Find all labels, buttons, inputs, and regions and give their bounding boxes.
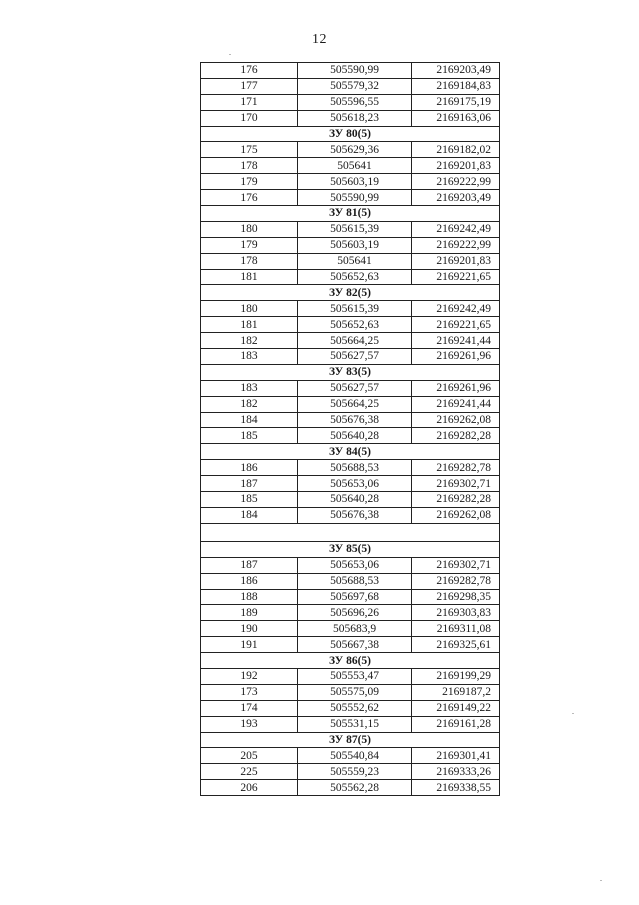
x-coordinate-cell: 505664,25	[298, 333, 412, 349]
point-number-cell: 180	[201, 221, 298, 237]
point-number-cell: 176	[201, 63, 298, 79]
y-coordinate-cell: 2169301,41	[412, 748, 500, 764]
section-header-row	[201, 364, 500, 380]
y-coordinate-cell: 2169241,44	[412, 333, 500, 349]
section-title: ЗУ 84(5)	[201, 444, 500, 460]
x-coordinate-cell: 505652,63	[298, 317, 412, 333]
point-number-cell: 177	[201, 78, 298, 94]
table-row	[201, 301, 500, 317]
x-coordinate-cell: 505641	[298, 158, 412, 174]
table-row	[201, 158, 500, 174]
table-row	[201, 716, 500, 732]
y-coordinate-cell: 2169262,08	[412, 412, 500, 428]
point-number-cell: 181	[201, 317, 298, 333]
table-row	[201, 460, 500, 476]
x-coordinate-cell: 505683,9	[298, 621, 412, 637]
point-number-cell: 170	[201, 110, 298, 126]
y-coordinate-cell: 2169187,2	[412, 684, 500, 700]
point-number-cell: 179	[201, 174, 298, 190]
y-coordinate-cell: 2169199,29	[412, 668, 500, 684]
section-header-row	[201, 653, 500, 669]
x-coordinate-cell: 505531,15	[298, 716, 412, 732]
point-number-cell: 178	[201, 253, 298, 269]
y-coordinate-cell: 2169282,28	[412, 428, 500, 444]
x-coordinate-cell: 505688,53	[298, 573, 412, 589]
point-number-cell: 191	[201, 637, 298, 653]
table-row	[201, 253, 500, 269]
table-row	[201, 589, 500, 605]
point-number-cell: 176	[201, 190, 298, 206]
y-coordinate-cell: 2169241,44	[412, 396, 500, 412]
table-row	[201, 63, 500, 79]
point-number-cell: 180	[201, 301, 298, 317]
section-header-row	[201, 732, 500, 748]
table-row	[201, 269, 500, 285]
y-coordinate-cell: 2169221,65	[412, 269, 500, 285]
x-coordinate-cell: 505618,23	[298, 110, 412, 126]
y-coordinate-cell: 2169221,65	[412, 317, 500, 333]
y-coordinate-cell: 2169222,99	[412, 174, 500, 190]
table-row	[201, 174, 500, 190]
coordinates-table	[200, 62, 500, 796]
scan-speck	[572, 713, 574, 714]
point-number-cell: 192	[201, 668, 298, 684]
y-coordinate-cell: 2169175,19	[412, 94, 500, 110]
x-coordinate-cell: 505562,28	[298, 780, 412, 796]
y-coordinate-cell: 2169282,78	[412, 573, 500, 589]
table-row	[201, 78, 500, 94]
table-row	[201, 110, 500, 126]
y-coordinate-cell: 2169333,26	[412, 764, 500, 780]
x-coordinate-cell: 505640,28	[298, 492, 412, 508]
x-coordinate-cell: 505590,99	[298, 63, 412, 79]
point-number-cell: 183	[201, 380, 298, 396]
y-coordinate-cell: 2169203,49	[412, 190, 500, 206]
table-row	[201, 748, 500, 764]
table-row	[201, 428, 500, 444]
section-title: ЗУ 82(5)	[201, 285, 500, 301]
y-coordinate-cell: 2169161,28	[412, 716, 500, 732]
x-coordinate-cell: 505552,62	[298, 700, 412, 716]
point-number-cell: 205	[201, 748, 298, 764]
x-coordinate-cell: 505590,99	[298, 190, 412, 206]
point-number-cell: 174	[201, 700, 298, 716]
point-number-cell: 184	[201, 507, 298, 523]
point-number-cell: 187	[201, 557, 298, 573]
point-number-cell: 171	[201, 94, 298, 110]
point-number-cell: 185	[201, 492, 298, 508]
table-row	[201, 764, 500, 780]
scan-speck	[600, 880, 602, 881]
point-number-cell: 178	[201, 158, 298, 174]
section-title: ЗУ 87(5)	[201, 732, 500, 748]
empty-row	[201, 523, 500, 541]
y-coordinate-cell: 2169282,78	[412, 460, 500, 476]
table-row	[201, 507, 500, 523]
section-header-row	[201, 206, 500, 222]
x-coordinate-cell: 505553,47	[298, 668, 412, 684]
x-coordinate-cell: 505579,32	[298, 78, 412, 94]
y-coordinate-cell: 2169201,83	[412, 158, 500, 174]
table-row	[201, 221, 500, 237]
table-row	[201, 492, 500, 508]
table-row	[201, 684, 500, 700]
point-number-cell: 181	[201, 269, 298, 285]
table-row	[201, 412, 500, 428]
section-header-row	[201, 126, 500, 142]
y-coordinate-cell: 2169149,22	[412, 700, 500, 716]
x-coordinate-cell: 505697,68	[298, 589, 412, 605]
point-number-cell: 188	[201, 589, 298, 605]
y-coordinate-cell: 2169163,06	[412, 110, 500, 126]
table-row	[201, 780, 500, 796]
section-title: ЗУ 86(5)	[201, 653, 500, 669]
point-number-cell: 182	[201, 396, 298, 412]
table-row	[201, 94, 500, 110]
y-coordinate-cell: 2169201,83	[412, 253, 500, 269]
point-number-cell: 187	[201, 476, 298, 492]
section-header-row	[201, 285, 500, 301]
x-coordinate-cell: 505596,55	[298, 94, 412, 110]
x-coordinate-cell: 505603,19	[298, 237, 412, 253]
section-header-row	[201, 541, 500, 557]
point-number-cell: 186	[201, 460, 298, 476]
table-row	[201, 621, 500, 637]
x-coordinate-cell: 505540,84	[298, 748, 412, 764]
point-number-cell: 185	[201, 428, 298, 444]
x-coordinate-cell: 505653,06	[298, 476, 412, 492]
x-coordinate-cell: 505575,09	[298, 684, 412, 700]
y-coordinate-cell: 2169298,35	[412, 589, 500, 605]
y-coordinate-cell: 2169203,49	[412, 63, 500, 79]
x-coordinate-cell: 505667,38	[298, 637, 412, 653]
x-coordinate-cell: 505627,57	[298, 349, 412, 365]
section-title: ЗУ 80(5)	[201, 126, 500, 142]
section-title: ЗУ 85(5)	[201, 541, 500, 557]
page-number: 12	[312, 32, 327, 47]
x-coordinate-cell: 505640,28	[298, 428, 412, 444]
table-row	[201, 557, 500, 573]
table-row	[201, 476, 500, 492]
y-coordinate-cell: 2169242,49	[412, 301, 500, 317]
section-title: ЗУ 83(5)	[201, 364, 500, 380]
y-coordinate-cell: 2169303,83	[412, 605, 500, 621]
section-header-row	[201, 444, 500, 460]
x-coordinate-cell: 505652,63	[298, 269, 412, 285]
x-coordinate-cell: 505627,57	[298, 380, 412, 396]
point-number-cell: 206	[201, 780, 298, 796]
y-coordinate-cell: 2169311,08	[412, 621, 500, 637]
y-coordinate-cell: 2169184,83	[412, 78, 500, 94]
x-coordinate-cell: 505641	[298, 253, 412, 269]
coordinates-table-body	[201, 63, 500, 796]
x-coordinate-cell: 505676,38	[298, 507, 412, 523]
point-number-cell: 189	[201, 605, 298, 621]
x-coordinate-cell: 505615,39	[298, 221, 412, 237]
point-number-cell: 184	[201, 412, 298, 428]
x-coordinate-cell: 505653,06	[298, 557, 412, 573]
table-row	[201, 349, 500, 365]
y-coordinate-cell: 2169242,49	[412, 221, 500, 237]
x-coordinate-cell: 505615,39	[298, 301, 412, 317]
x-coordinate-cell: 505629,36	[298, 142, 412, 158]
x-coordinate-cell: 505676,38	[298, 412, 412, 428]
y-coordinate-cell: 2169261,96	[412, 349, 500, 365]
point-number-cell: 186	[201, 573, 298, 589]
y-coordinate-cell: 2169302,71	[412, 557, 500, 573]
table-row	[201, 317, 500, 333]
y-coordinate-cell: 2169182,02	[412, 142, 500, 158]
table-row	[201, 333, 500, 349]
y-coordinate-cell: 2169262,08	[412, 507, 500, 523]
section-title: ЗУ 81(5)	[201, 206, 500, 222]
x-coordinate-cell: 505664,25	[298, 396, 412, 412]
table-row	[201, 637, 500, 653]
point-number-cell: 190	[201, 621, 298, 637]
x-coordinate-cell: 505559,23	[298, 764, 412, 780]
y-coordinate-cell: 2169222,99	[412, 237, 500, 253]
table-row	[201, 573, 500, 589]
point-number-cell: 175	[201, 142, 298, 158]
y-coordinate-cell: 2169302,71	[412, 476, 500, 492]
table-row	[201, 142, 500, 158]
table-row	[201, 237, 500, 253]
x-coordinate-cell: 505603,19	[298, 174, 412, 190]
point-number-cell: 179	[201, 237, 298, 253]
table-row	[201, 396, 500, 412]
x-coordinate-cell: 505696,26	[298, 605, 412, 621]
table-row	[201, 380, 500, 396]
empty-cell	[201, 523, 500, 541]
point-number-cell: 193	[201, 716, 298, 732]
y-coordinate-cell: 2169325,61	[412, 637, 500, 653]
table-row	[201, 700, 500, 716]
point-number-cell: 182	[201, 333, 298, 349]
point-number-cell: 183	[201, 349, 298, 365]
x-coordinate-cell: 505688,53	[298, 460, 412, 476]
y-coordinate-cell: 2169261,96	[412, 380, 500, 396]
y-coordinate-cell: 2169282,28	[412, 492, 500, 508]
table-row	[201, 605, 500, 621]
y-coordinate-cell: 2169338,55	[412, 780, 500, 796]
point-number-cell: 173	[201, 684, 298, 700]
scan-speck	[229, 54, 231, 55]
table-row	[201, 190, 500, 206]
table-row	[201, 668, 500, 684]
point-number-cell: 225	[201, 764, 298, 780]
